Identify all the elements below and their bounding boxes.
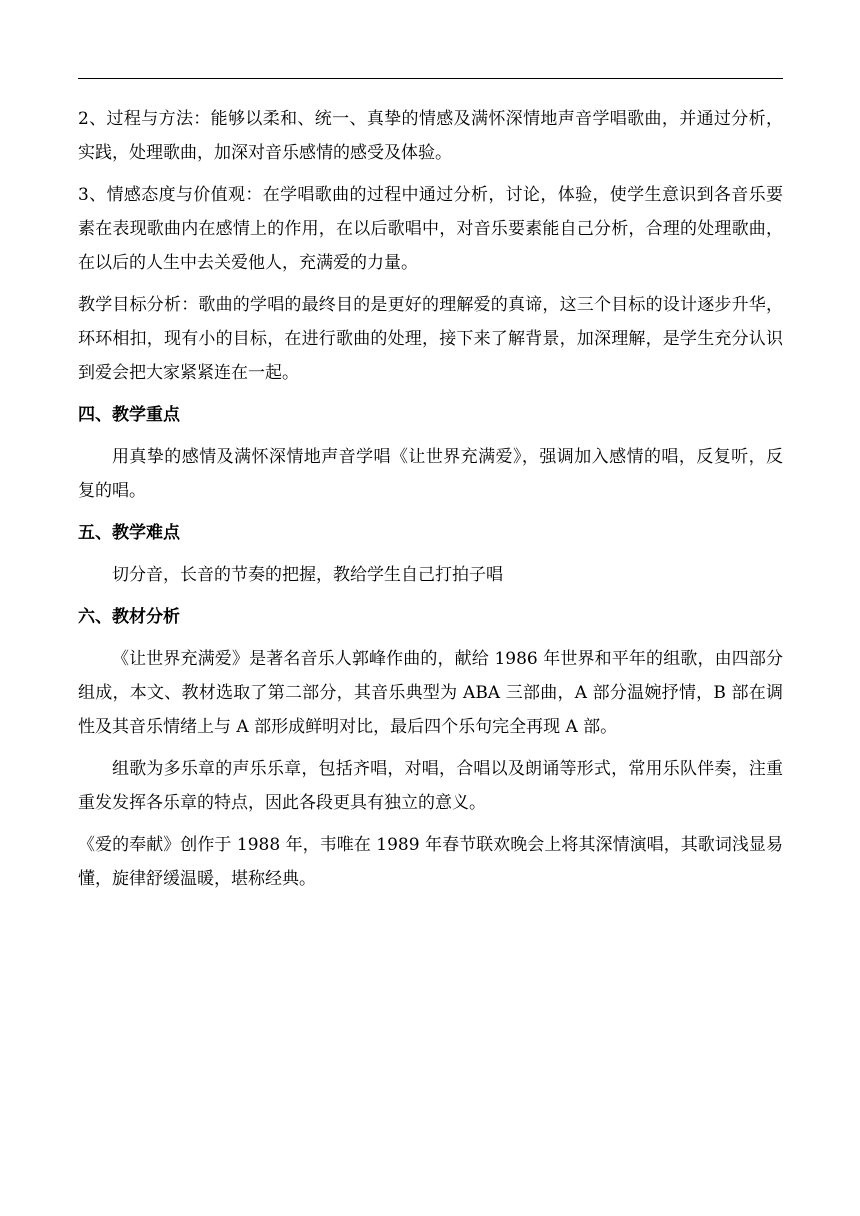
paragraph-materials-1: 《让世界充满爱》是著名音乐人郭峰作曲的，献给 1986 年世界和平年的组歌，由四部分组成，本文、教材选取了第二部分，其音乐典型为 ABA 三部曲，A 部分温婉抒情，B 部在调性及其音乐情绪上与 A 部形成鲜明对比，最后四个乐句完全再现 A 部。 — [78, 649, 783, 737]
paragraph-materials-2: 组歌为多乐章的声乐乐章，包括齐唱，对唱，合唱以及朗诵等形式，常用乐队伴奏，注重重发发挥各乐章的特点，因此各段更具有独立的意义。 — [78, 759, 783, 813]
paragraph-key-points: 用真挚的感情及满怀深情地声音学唱《让世界充满爱》，强调加入感情的唱，反复听，反复的唱。 — [78, 447, 783, 501]
heading-key-points: 四、教学重点 — [78, 405, 180, 425]
document-page — [78, 0, 783, 1216]
paragraph-materials-3: 《爱的奉献》创作于 1988 年，韦唯在 1989 年春节联欢晚会上将其深情演唱，其歌词浅显易懂，旋律舒缓温暖，堪称经典。 — [78, 835, 783, 889]
paragraph-objective-analysis: 教学目标分析：歌曲的学唱的最终目的是更好的理解爱的真谛，这三个目标的设计逐步升华，环环相扣，现有小的目标，在进行歌曲的处理，接下来了解背景，加深理解，是学生充分认识到爱会把大家紧紧连在一起。 — [78, 295, 783, 383]
paragraph-objective-process: 2、过程与方法：能够以柔和、统一、真挚的情感及满怀深情地声音学唱歌曲，并通过分析，实践，处理歌曲，加深对音乐感情的感受及体验。 — [78, 109, 783, 163]
paragraph-objective-emotion: 3、情感态度与价值观：在学唱歌曲的过程中通过分析，讨论，体验，使学生意识到各音乐要素在表现歌曲内在感情上的作用，在以后歌唱中，对音乐要素能自己分析，合理的处理歌曲，在以后的人生中去关爱他人，充满爱的力量。 — [78, 185, 783, 273]
heading-difficulties: 五、教学难点 — [78, 523, 180, 543]
heading-materials: 六、教材分析 — [78, 607, 180, 627]
document-body — [78, 102, 783, 904]
paragraph-difficulties: 切分音，长音的节奏的把握，教给学生自己打拍子唱 — [112, 565, 503, 585]
header-rule — [78, 78, 783, 79]
